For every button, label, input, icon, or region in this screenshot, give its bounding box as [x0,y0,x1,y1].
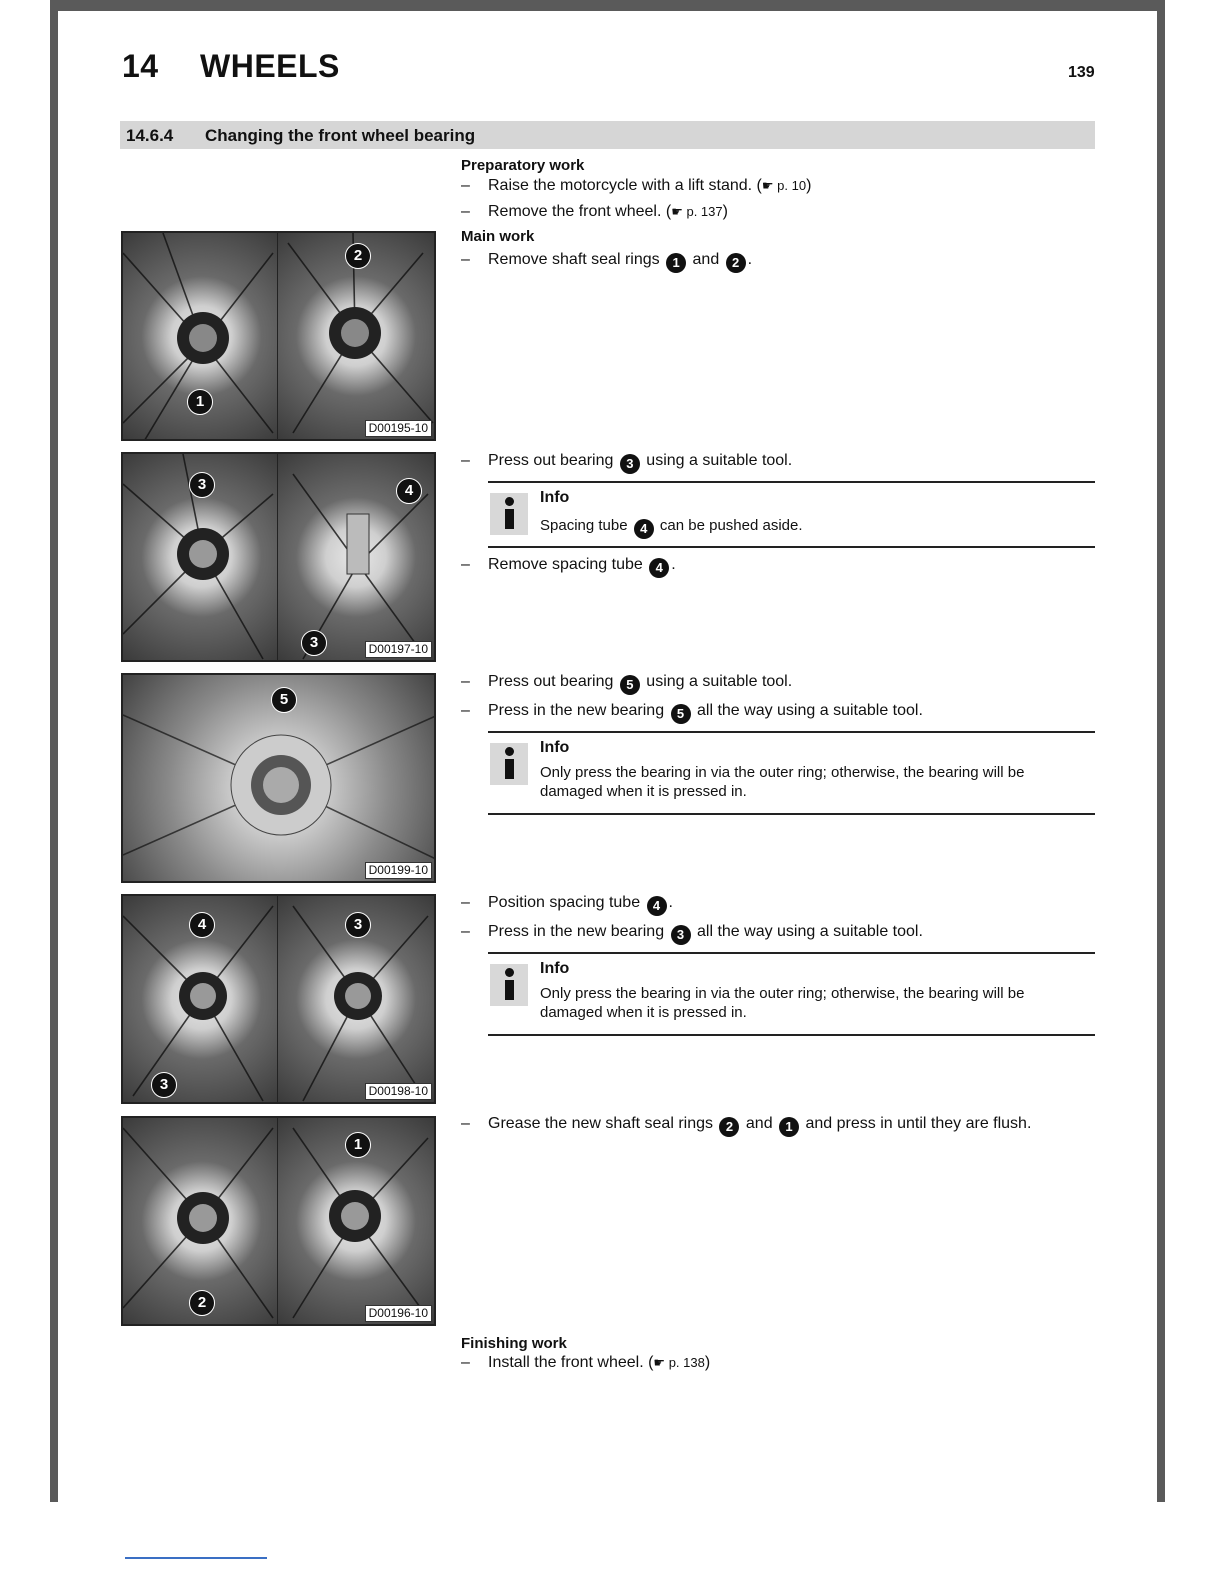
bottom-link-underline[interactable] [125,1557,267,1559]
viewer-frame-top [50,0,1165,11]
viewer-frame-right [1157,0,1165,1502]
callout-3: 3 [189,472,215,498]
info-icon [490,743,528,785]
section-number: 14.6.4 [126,126,174,145]
info-text: Only press the bearing in via the outer ring; otherwise, the bearing will be damaged when it is pressed in. [540,764,1025,800]
main-step: – Grease the new shaft seal rings 2 and 1 and press in until they are flush. [461,1115,1031,1137]
callout-3: 3 [301,630,327,656]
chapter-title [122,48,340,85]
preparatory-heading: Preparatory work [461,157,585,174]
page-reference-link[interactable]: ☛ p. 138 [653,1355,705,1370]
info-text: Spacing tube 4 can be pushed aside. [540,516,1085,539]
info-title: Info [540,960,570,977]
callout-2: 2 [345,243,371,269]
callout-5: 5 [271,687,297,713]
figure-code: D00197-10 [365,641,432,658]
figure-code: D00196-10 [365,1305,432,1322]
info-box [488,481,1095,548]
info-title: Info [540,739,570,756]
main-work-heading: Main work [461,228,535,245]
spokes-drawing [123,454,436,662]
main-step: – Remove spacing tube 4 . [461,556,676,578]
preparatory-step: – Raise the motorcycle with a lift stand. (☛ p. 10) [461,177,812,194]
callout-4: 4 [189,912,215,938]
page-number: 139 [1068,64,1095,81]
main-step: – Position spacing tube 4 . [461,894,673,916]
info-box [488,731,1095,815]
info-icon [490,964,528,1006]
page-reference-link[interactable]: ☛ p. 10 [761,178,807,193]
info-title: Info [540,489,570,506]
main-step: – Press out bearing 3 using a suitable tool. [461,452,792,474]
figure-bearing-3 [121,452,436,662]
section-header [120,121,1095,149]
main-step: – Press in the new bearing 5 all the way using a suitable tool. [461,702,923,724]
main-step: – Remove shaft seal rings 1 and 2 . [461,251,752,273]
spokes-drawing [123,1118,436,1326]
figure-code: D00198-10 [365,1083,432,1100]
preparatory-step: – Remove the front wheel. (☛ p. 137) [461,203,728,220]
finishing-heading: Finishing work [461,1335,567,1352]
figure-grease-seals [121,1116,436,1326]
page-reference-link[interactable]: ☛ p. 137 [671,204,723,219]
chapter-number: 14 [122,48,159,84]
figure-seal-rings [121,231,436,441]
chapter-name: WHEELS [200,48,340,84]
callout-2: 2 [189,1290,215,1316]
viewer-frame-left [50,0,58,1502]
callout-4: 4 [396,478,422,504]
figure-code: D00199-10 [365,862,432,879]
callout-3: 3 [151,1072,177,1098]
section-title: Changing the front wheel bearing [205,126,476,145]
main-step: – Press out bearing 5 using a suitable tool. [461,673,792,695]
figure-bearing-5 [121,673,436,883]
finishing-step: – Install the front wheel. (☛ p. 138) [461,1354,711,1371]
info-box [488,952,1095,1036]
callout-3: 3 [345,912,371,938]
callout-1: 1 [187,389,213,415]
spokes-drawing [123,233,436,441]
info-text: Only press the bearing in via the outer ring; otherwise, the bearing will be damaged when it is pressed in. [540,985,1025,1021]
callout-1: 1 [345,1132,371,1158]
figure-spacing-tube [121,894,436,1104]
main-step: – Press in the new bearing 3 all the way using a suitable tool. [461,923,923,945]
figure-code: D00195-10 [365,420,432,437]
info-icon [490,493,528,535]
